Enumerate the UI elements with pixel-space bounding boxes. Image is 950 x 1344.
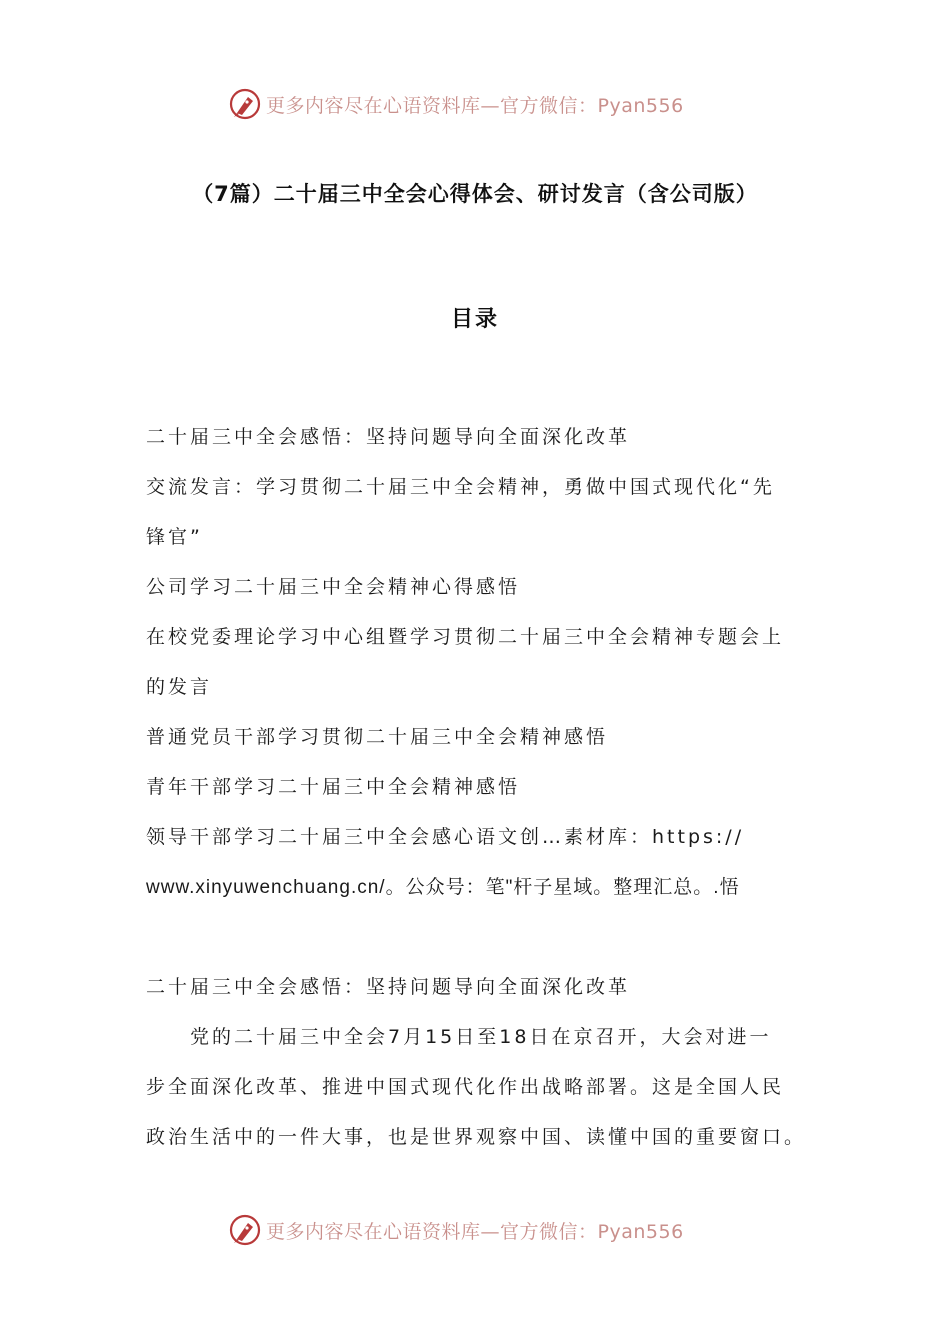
document-title: （7篇）二十届三中全会心得体会、研讨发言（含公司版） xyxy=(192,182,758,206)
footer-banner xyxy=(228,1212,728,1248)
toc-line: 青年干部学习二十届三中全会精神感悟 xyxy=(146,776,521,798)
toc-line: 锋官” xyxy=(146,526,203,548)
toc-line: 在校党委理论学习中心组暨学习贯彻二十届三中全会精神专题会上 xyxy=(146,626,785,648)
header-banner-text: 更多内容尽在心语资料库—官方微信：Pyan556 xyxy=(266,94,684,117)
toc-line: 二十届三中全会感悟：坚持问题导向全面深化改革 xyxy=(146,426,631,448)
toc-line: 领导干部学习二十届三中全会感心语文创…素材库：https:// xyxy=(146,826,745,848)
footer-banner-text: 更多内容尽在心语资料库—官方微信：Pyan556 xyxy=(266,1220,684,1243)
pen-nib-logo-icon xyxy=(228,87,262,121)
toc-line: 普通党员干部学习贯彻二十届三中全会精神感悟 xyxy=(146,726,609,748)
toc-line: 的发言 xyxy=(146,676,213,698)
footer-wechat-id: Pyan556 xyxy=(597,1220,684,1243)
header-banner xyxy=(228,86,728,122)
body-line: 政治生活中的一件大事，也是世界观察中国、读懂中国的重要窗口。 xyxy=(146,1126,807,1148)
body-line: 党的二十届三中全会7月15日至18日在京召开，大会对进一 xyxy=(190,1026,772,1048)
body-line: 步全面深化改革、推进中国式现代化作出战略部署。这是全国人民 xyxy=(146,1076,785,1098)
pen-nib-logo-icon xyxy=(228,1213,262,1247)
toc-line: 交流发言：学习贯彻二十届三中全会精神，勇做中国式现代化“先 xyxy=(146,476,775,498)
section-title: 二十届三中全会感悟：坚持问题导向全面深化改革 xyxy=(146,976,631,998)
toc-heading: 目录 xyxy=(450,307,499,332)
header-wechat-id: Pyan556 xyxy=(597,94,684,117)
toc-line: www.xinyuwenchuang.cn/。公众号：笔"杆子星域。整理汇总。.悟 xyxy=(146,877,740,898)
toc-line: 公司学习二十届三中全会精神心得感悟 xyxy=(146,576,521,598)
